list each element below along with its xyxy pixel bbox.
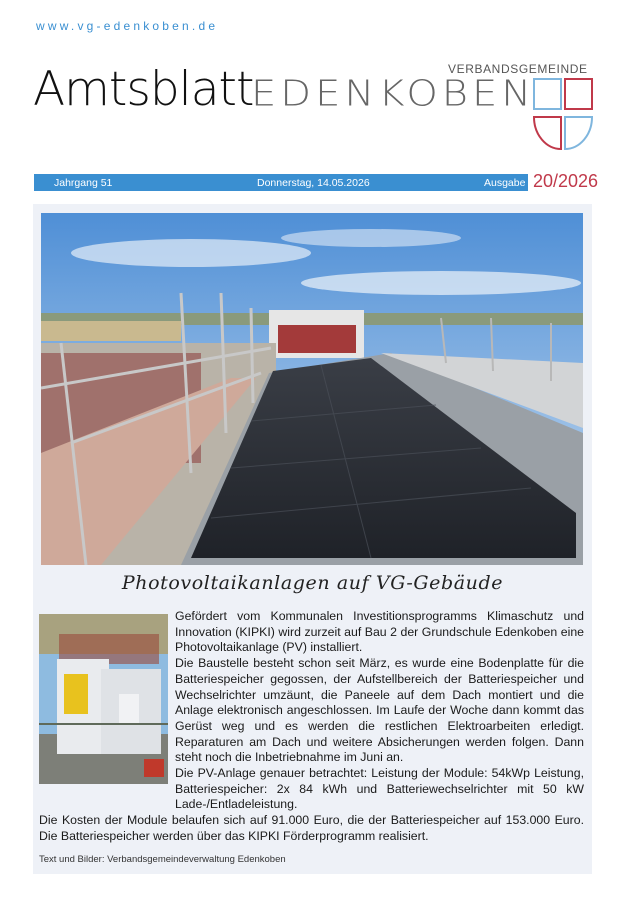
org-label: VERBANDSGEMEINDE [448,62,588,76]
article-paragraph: Die Kosten der Module belaufen sich auf 91.000 Euro, die der Batteriespeicher auf 153.000 Euro. Die Batteriespeicher werden über das KIPKI Förderprogramm realisiert. [39,813,584,843]
coat-of-arms-logo [532,77,594,151]
article-paragraph: Die PV-Anlage genauer betrachtet: Leistung der Module: 54kWp Leistung, Batteriespeicher: 2x 84 kWh und Batteriewechselrichter mit 50 kW Lade-/Entladeleistung. [175,766,584,812]
solar-roof-photo [41,213,583,565]
article-panel [33,204,592,874]
website-url[interactable]: www.vg-edenkoben.de [36,19,219,33]
edition-number: 20/2026 [533,171,599,191]
masthead-title: Amtsblatt [33,62,254,117]
edition-label: Ausgabe [484,177,526,189]
article-paragraph: Gefördert vom Kommunalen Investitionsprogramms Klimaschutz und Innovation (KIPKI) wird zurzeit auf Bau 2 der Grundschule Edenkoben eine Photovoltaikanlage (PV) installiert. [175,609,584,655]
org-name: EDENKOBEN [251,73,536,115]
volume-text: Jahrgang 51 [54,177,113,189]
date-text: Donnerstag, 14.05.2026 [257,177,370,189]
issue-info-bar [34,174,528,191]
article-headline: Photovoltaikanlagen auf VG-Gebäude [121,572,504,594]
article-paragraph: Die Baustelle besteht schon seit März, es wurde eine Bodenplatte für die Batteriespeicher gegossen, der Aufstellbereich der Batteriespeicher und Wechselrichter umzäunt, die Paneele auf dem Dach montiert und die Anlage elektronisch angeschlossen. Im Laufe der Woche dann kommt das Gerüst weg und es werden die restlichen Elektroarbeiten erledigt. Reparaturen am Dach und weitere Absicherungen werden folgen. Dann steht noch die Inbetriebnahme im Juni an. [175,656,584,765]
photo-credit: Text und Bilder: Verbandsgemeindeverwaltung Edenkoben [39,854,286,865]
article-body [39,609,584,845]
